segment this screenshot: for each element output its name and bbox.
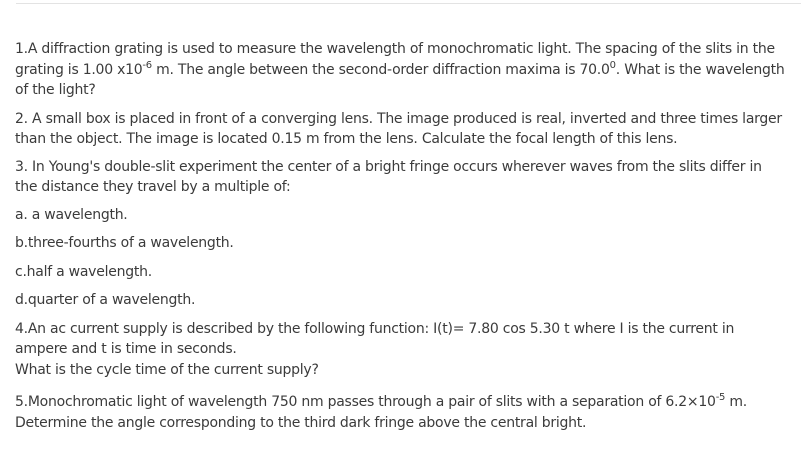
question-3: 3. In Young's double-slit experiment the center of a bright fringe occurs wherever waves from the slits differ in the distance they travel by a multiple of: xyxy=(15,158,762,195)
question-list xyxy=(15,39,785,433)
question-1 xyxy=(15,39,785,101)
question-3-option-c: c.half a wavelength. xyxy=(15,263,152,280)
question-3-option-d: d.quarter of a wavelength. xyxy=(15,292,196,308)
question-4 xyxy=(15,319,785,381)
question-1-exponent: -6 xyxy=(142,59,152,71)
question-3-option-a: a. a wavelength. xyxy=(15,206,128,223)
top-divider xyxy=(16,3,801,4)
question-5-text-b: m. Determine the angle corresponding to the third dark fringe above the central bright. xyxy=(15,394,747,431)
question-1-text-b: m. The angle between the second-order diffraction maxima is 70.0 xyxy=(151,61,610,78)
question-1-degree: 0 xyxy=(609,59,616,71)
question-5-text-a: 5.Monochromatic light of wavelength 750 nm passes through a pair of slits with a separation of 6.2×10 xyxy=(15,394,716,410)
question-2: 2. A small box is placed in front of a converging lens. The image produced is real, inverted and three times larger than the object. The image is located 0.15 m from the lens. Calculate the focal length of this lens. xyxy=(15,110,782,147)
question-5-exponent: -5 xyxy=(715,392,726,403)
question-4-prompt: What is the cycle time of the current supply? xyxy=(15,361,319,378)
question-1-text-c: . What is the wavelength of the light? xyxy=(15,61,785,98)
question-5 xyxy=(15,392,785,433)
question-4-text: 4.An ac current supply is described by the following function: I(t)= 7.80 cos 5.30 t where I is the current in ampere and t is time in seconds. xyxy=(15,320,735,357)
question-1-text-a: 1.A diffraction grating is used to measure the wavelength of monochromatic light. The spacing of the slits in the grating is 1.00 x10 xyxy=(15,41,775,78)
question-3-option-b: b.three-fourths of a wavelength. xyxy=(15,235,234,251)
